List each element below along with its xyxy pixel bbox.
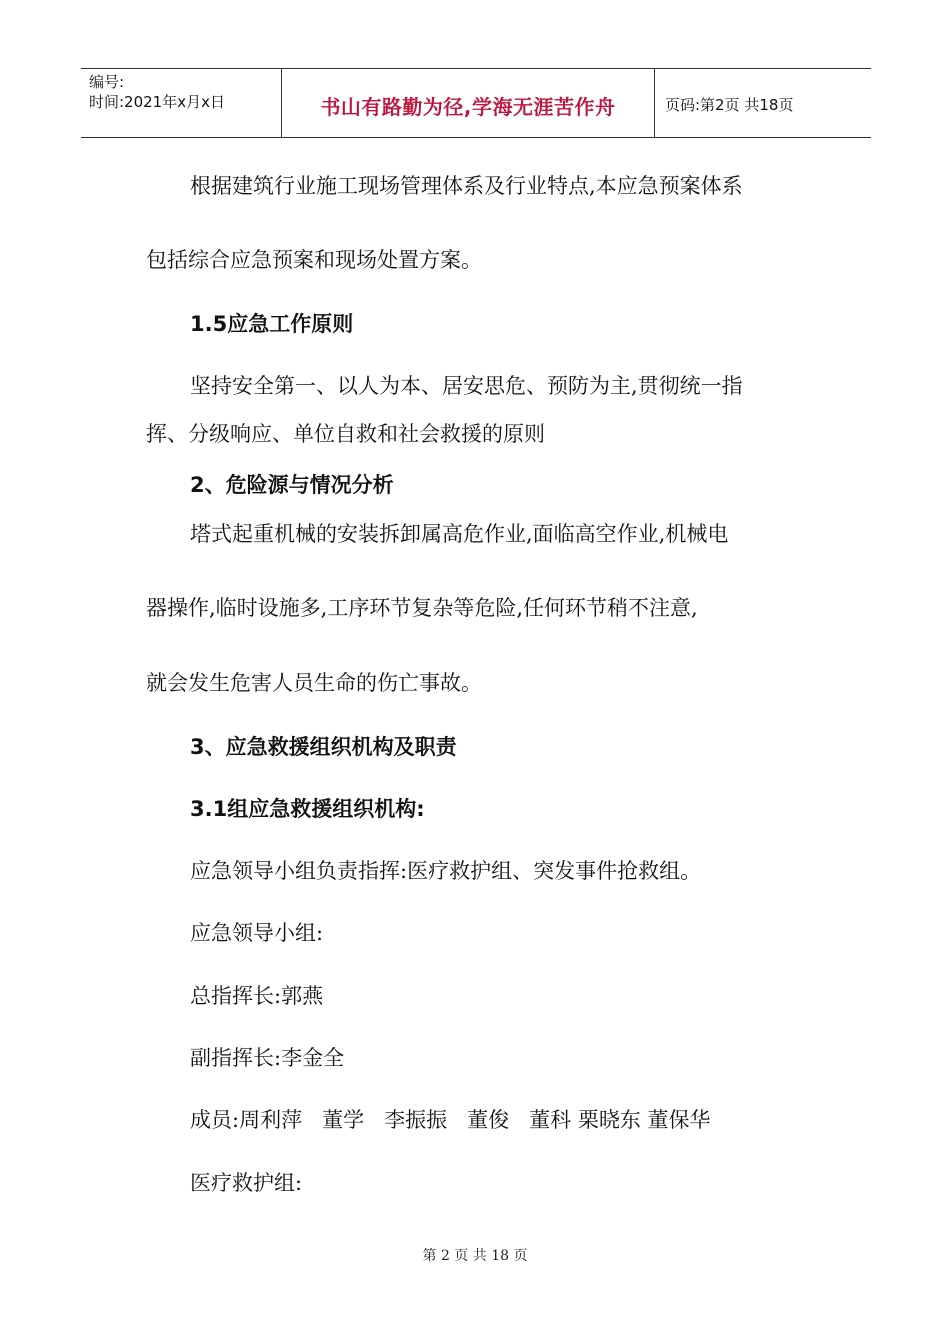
- document-date-label: 时间:2021年x月x日: [89, 93, 225, 111]
- subsection-heading: 3.1组应急救援组织机构:: [190, 797, 425, 821]
- paragraph-line: 根据建筑行业施工现场管理体系及行业特点,本应急预案体系: [190, 174, 743, 198]
- section-heading: 1.5应急工作原则: [190, 312, 354, 336]
- members-line: 成员:周利萍 董学 李振振 董俊 董科 栗晓东 董保华: [190, 1108, 711, 1132]
- header-motto: 书山有路勤为径,学海无涯苦作舟: [320, 95, 616, 119]
- page-footer: 第 2 页 共 18 页: [422, 1248, 528, 1264]
- paragraph-line: 塔式起重机械的安装拆卸属高危作业,面临高空作业,机械电: [190, 522, 729, 546]
- paragraph-line: 应急领导小组负责指挥:医疗救护组、突发事件抢救组。: [190, 859, 702, 883]
- paragraph-line: 挥、分级响应、单位自救和社会救援的原则: [146, 422, 545, 446]
- paragraph-line: 坚持安全第一、以人为本、居安思危、预防为主,贯彻统一指: [190, 374, 743, 398]
- paragraph-line: 就会发生危害人员生命的伤亡事故。: [146, 671, 482, 695]
- section-heading: 3、应急救援组织机构及职责: [190, 735, 457, 759]
- paragraph-line: 应急领导小组:: [190, 921, 324, 945]
- paragraph-line: 总指挥长:郭燕: [190, 984, 324, 1008]
- paragraph-line: 包括综合应急预案和现场处置方案。: [146, 248, 482, 272]
- paragraph-line: 副指挥长:李金全: [190, 1046, 345, 1070]
- paragraph-line: 医疗救护组:: [190, 1171, 303, 1195]
- page-header: [81, 68, 871, 138]
- section-heading: 2、危险源与情况分析: [190, 473, 394, 497]
- header-meta-cell: [81, 69, 282, 137]
- header-page-info: 页码:第2页 共18页: [665, 96, 794, 114]
- document-number-label: 编号:: [89, 73, 125, 91]
- header-motto-cell: [282, 69, 655, 137]
- header-page-cell: [655, 69, 871, 137]
- paragraph-line: 器操作,临时设施多,工序环节复杂等危险,任何环节稍不注意,: [146, 596, 698, 620]
